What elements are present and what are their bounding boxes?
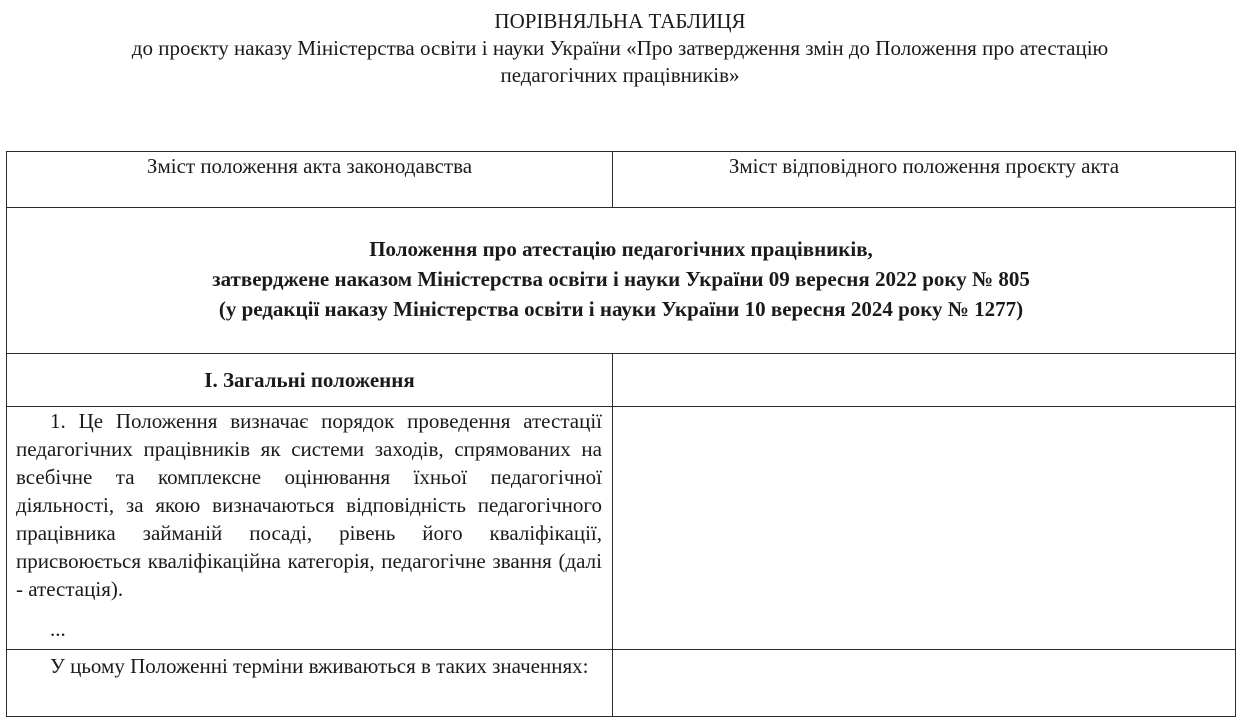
- document-heading-line-3: (у редакції наказу Міністерства освіти і науки України 10 вересня 2024 року № 1277): [218, 297, 1024, 321]
- comparison-table: [6, 151, 1236, 717]
- document-title-block: [0, 8, 1240, 89]
- document-heading-line-2: затверджене наказом Міністерства освіти і науки України 09 вересня 2022 року № 805: [212, 267, 1030, 291]
- header-draft-text: Зміст відповідного положення проєкту акта: [613, 152, 1236, 208]
- document-title: ПОРІВНЯЛЬНА ТАБЛИЦЯ: [494, 9, 746, 33]
- header-current-text: Зміст положення акта законодавства: [7, 152, 613, 208]
- current-provision-cell: [7, 650, 613, 717]
- section-title: I. Загальні положення: [7, 354, 613, 407]
- draft-provision-cell: [613, 407, 1236, 650]
- section-title-right-empty: [613, 354, 1236, 407]
- table-row: [7, 407, 1236, 650]
- table-header-row: [7, 152, 1236, 208]
- section-row: [7, 354, 1236, 407]
- table-row: [7, 650, 1236, 717]
- document-heading-row: [7, 208, 1236, 354]
- document-subtitle-line-1: до проєкту наказу Міністерства освіти і науки України «Про затвердження змін до Положення про атестацію: [131, 36, 1109, 60]
- omission-ellipsis: ...: [50, 617, 66, 641]
- draft-provision-cell: [613, 650, 1236, 717]
- provision-paragraph: 1. Це Положення визначає порядок проведення атестації педагогічних працівників як системи заходів, спрямованих на всебічне та комплексне оцінювання їхньої педагогічної діяльності, за якою визначаються відповідність педагогічного працівника займаній посаді, рівень його кваліфікації, присвоюється кваліфікаційна категорія, педагогічне звання (далі - атестація).: [16, 409, 602, 601]
- document-subtitle-line-2: педагогічних працівників»: [500, 63, 740, 87]
- document-heading-cell: [7, 208, 1236, 354]
- current-provision-cell: [7, 407, 613, 650]
- terms-paragraph: У цьому Положенні терміни вживаються в таких значеннях:: [50, 654, 589, 678]
- document-heading-line-1: Положення про атестацію педагогічних працівників,: [369, 237, 873, 261]
